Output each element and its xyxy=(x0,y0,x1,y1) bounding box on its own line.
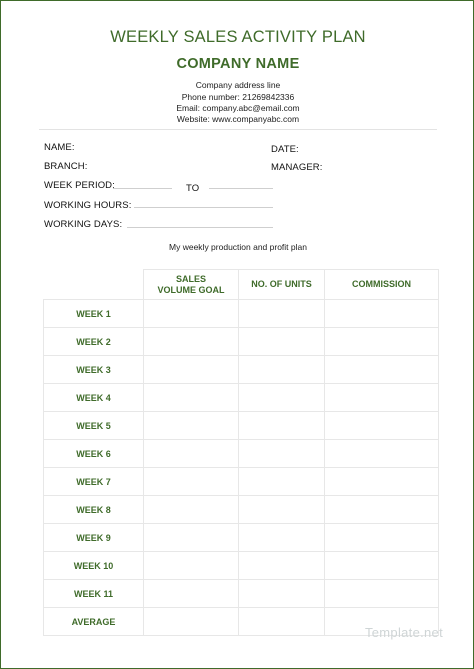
sales-volume-goal-cell[interactable] xyxy=(144,384,239,412)
column-header-commission: COMMISSION xyxy=(325,270,439,300)
week-period-end-field[interactable] xyxy=(209,188,273,189)
row-label: WEEK 2 xyxy=(44,328,144,356)
units-cell[interactable] xyxy=(239,552,325,580)
column-header-no-of-units: NO. OF UNITS xyxy=(239,270,325,300)
header-blank-cell xyxy=(44,270,144,300)
company-website: Website: www.companyabc.com xyxy=(176,114,300,124)
table-header-row xyxy=(44,270,439,300)
row-label: AVERAGE xyxy=(44,608,144,636)
commission-cell[interactable] xyxy=(325,552,439,580)
row-label: WEEK 3 xyxy=(44,356,144,384)
row-label: WEEK 8 xyxy=(44,496,144,524)
sales-volume-goal-cell[interactable] xyxy=(144,552,239,580)
working-hours-field[interactable] xyxy=(134,207,273,208)
table-row xyxy=(44,580,439,608)
working-hours-label: WORKING HOURS: xyxy=(44,200,132,211)
row-label: WEEK 7 xyxy=(44,468,144,496)
row-label: WEEK 10 xyxy=(44,552,144,580)
row-label: WEEK 9 xyxy=(44,524,144,552)
units-cell[interactable] xyxy=(239,496,325,524)
to-label: TO xyxy=(186,183,200,194)
units-cell[interactable] xyxy=(239,328,325,356)
sales-volume-goal-cell[interactable] xyxy=(144,356,239,384)
units-cell[interactable] xyxy=(239,468,325,496)
week-period-start-field[interactable] xyxy=(113,188,172,189)
commission-cell[interactable] xyxy=(325,580,439,608)
weekly-plan-table xyxy=(43,269,439,636)
header-divider xyxy=(39,129,437,130)
table-row xyxy=(44,524,439,552)
sales-volume-goal-cell[interactable] xyxy=(144,412,239,440)
sales-volume-goal-cell[interactable] xyxy=(144,608,239,636)
commission-cell[interactable] xyxy=(325,412,439,440)
table-row xyxy=(44,552,439,580)
commission-cell[interactable] xyxy=(325,440,439,468)
sales-volume-goal-cell[interactable] xyxy=(144,468,239,496)
commission-cell[interactable] xyxy=(325,468,439,496)
table-row xyxy=(44,384,439,412)
sales-volume-goal-cell[interactable] xyxy=(144,300,239,328)
table-row xyxy=(44,412,439,440)
date-label: DATE: xyxy=(271,144,299,155)
sales-volume-goal-cell[interactable] xyxy=(144,328,239,356)
row-label: WEEK 5 xyxy=(44,412,144,440)
table-row xyxy=(44,328,439,356)
sales-volume-goal-cell[interactable] xyxy=(144,524,239,552)
units-cell[interactable] xyxy=(239,608,325,636)
manager-label: MANAGER: xyxy=(271,162,323,173)
commission-cell[interactable] xyxy=(325,300,439,328)
commission-cell[interactable] xyxy=(325,524,439,552)
sales-volume-goal-cell[interactable] xyxy=(144,440,239,468)
commission-cell[interactable] xyxy=(325,496,439,524)
row-label: WEEK 6 xyxy=(44,440,144,468)
commission-cell[interactable] xyxy=(325,328,439,356)
units-cell[interactable] xyxy=(239,580,325,608)
week-period-label: WEEK PERIOD: xyxy=(44,180,115,191)
template-watermark: Template.net xyxy=(364,625,443,640)
units-cell[interactable] xyxy=(239,384,325,412)
branch-label: BRANCH: xyxy=(44,161,88,172)
company-name: COMPANY NAME xyxy=(176,56,300,72)
row-label: WEEK 11 xyxy=(44,580,144,608)
table-row xyxy=(44,496,439,524)
name-label: NAME: xyxy=(44,142,75,153)
sales-volume-goal-cell[interactable] xyxy=(144,580,239,608)
company-email: Email: company.abc@email.com xyxy=(176,103,300,113)
commission-cell[interactable] xyxy=(325,384,439,412)
working-days-field[interactable] xyxy=(127,227,273,228)
commission-cell[interactable] xyxy=(325,356,439,384)
sales-volume-goal-cell[interactable] xyxy=(144,496,239,524)
table-row xyxy=(44,300,439,328)
table-row xyxy=(44,440,439,468)
table-row xyxy=(44,356,439,384)
units-cell[interactable] xyxy=(239,300,325,328)
company-address: Company address line xyxy=(195,80,281,90)
document-title: WEEKLY SALES ACTIVITY PLAN xyxy=(110,28,366,46)
company-phone: Phone number: 21269842336 xyxy=(181,92,295,102)
working-days-label: WORKING DAYS: xyxy=(44,219,123,230)
units-cell[interactable] xyxy=(239,412,325,440)
column-header-sales-volume-goal: SALES VOLUME GOAL xyxy=(144,270,239,300)
table-row xyxy=(44,468,439,496)
units-cell[interactable] xyxy=(239,356,325,384)
units-cell[interactable] xyxy=(239,440,325,468)
units-cell[interactable] xyxy=(239,524,325,552)
plan-title: My weekly production and profit plan xyxy=(169,242,307,252)
row-label: WEEK 4 xyxy=(44,384,144,412)
row-label: WEEK 1 xyxy=(44,300,144,328)
